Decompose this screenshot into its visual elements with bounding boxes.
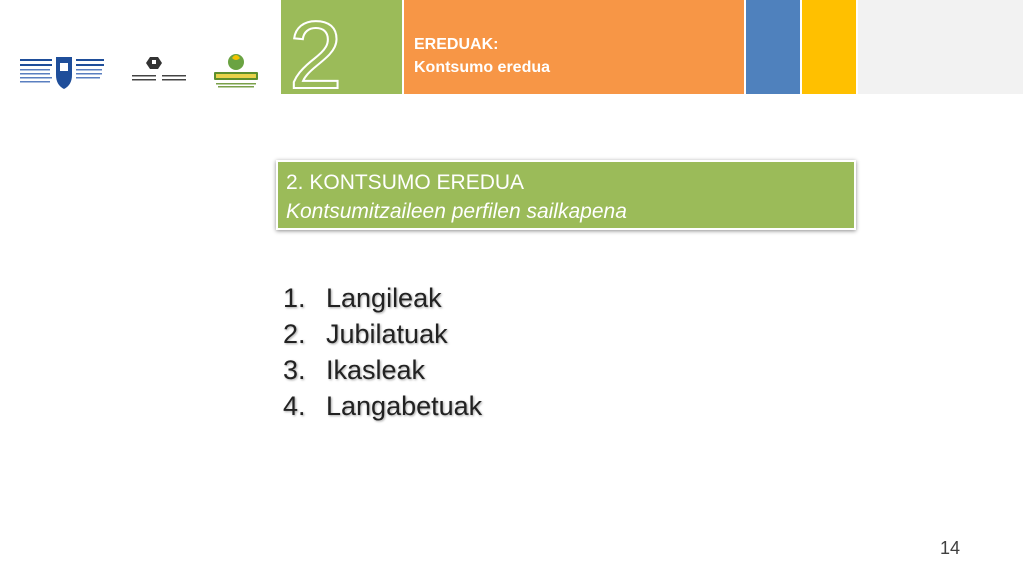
- list-item-number: 4.: [283, 390, 306, 421]
- slide-subtitle: Kontsumitzaileen perfilen sailkapena: [286, 200, 627, 223]
- list-item-number: 2.: [283, 318, 306, 349]
- profile-list: [283, 280, 482, 424]
- list-item: [283, 280, 482, 316]
- slide-title: 2. KONTSUMO EREDUA: [286, 171, 525, 194]
- yellow-color-block: [802, 0, 856, 94]
- section-header: [404, 0, 744, 94]
- landerola-logo: [210, 52, 262, 90]
- list-item-label: Jubilatuak: [326, 318, 448, 349]
- slide-title-box: [276, 160, 856, 230]
- list-item-number: 3.: [283, 354, 306, 385]
- list-item-label: Langileak: [326, 282, 442, 313]
- blue-color-block: [746, 0, 800, 94]
- header-logos: [0, 0, 280, 94]
- section-title: EREDUAK:: [414, 36, 499, 53]
- list-item: [283, 388, 482, 424]
- grey-color-block: [858, 0, 1023, 94]
- section-subtitle: Kontsumo eredua: [414, 59, 551, 76]
- list-item: [283, 316, 482, 352]
- section-number: 2: [289, 2, 343, 94]
- list-item: [283, 352, 482, 388]
- list-item-label: Ikasleak: [326, 354, 426, 385]
- section-number-block: [281, 0, 402, 94]
- page-number: 14: [940, 538, 961, 558]
- gipuzkoa-logo: [20, 55, 108, 91]
- upv-ehu-logo: [132, 55, 188, 87]
- list-item-number: 1.: [283, 282, 306, 313]
- list-item-label: Langabetuak: [326, 390, 483, 421]
